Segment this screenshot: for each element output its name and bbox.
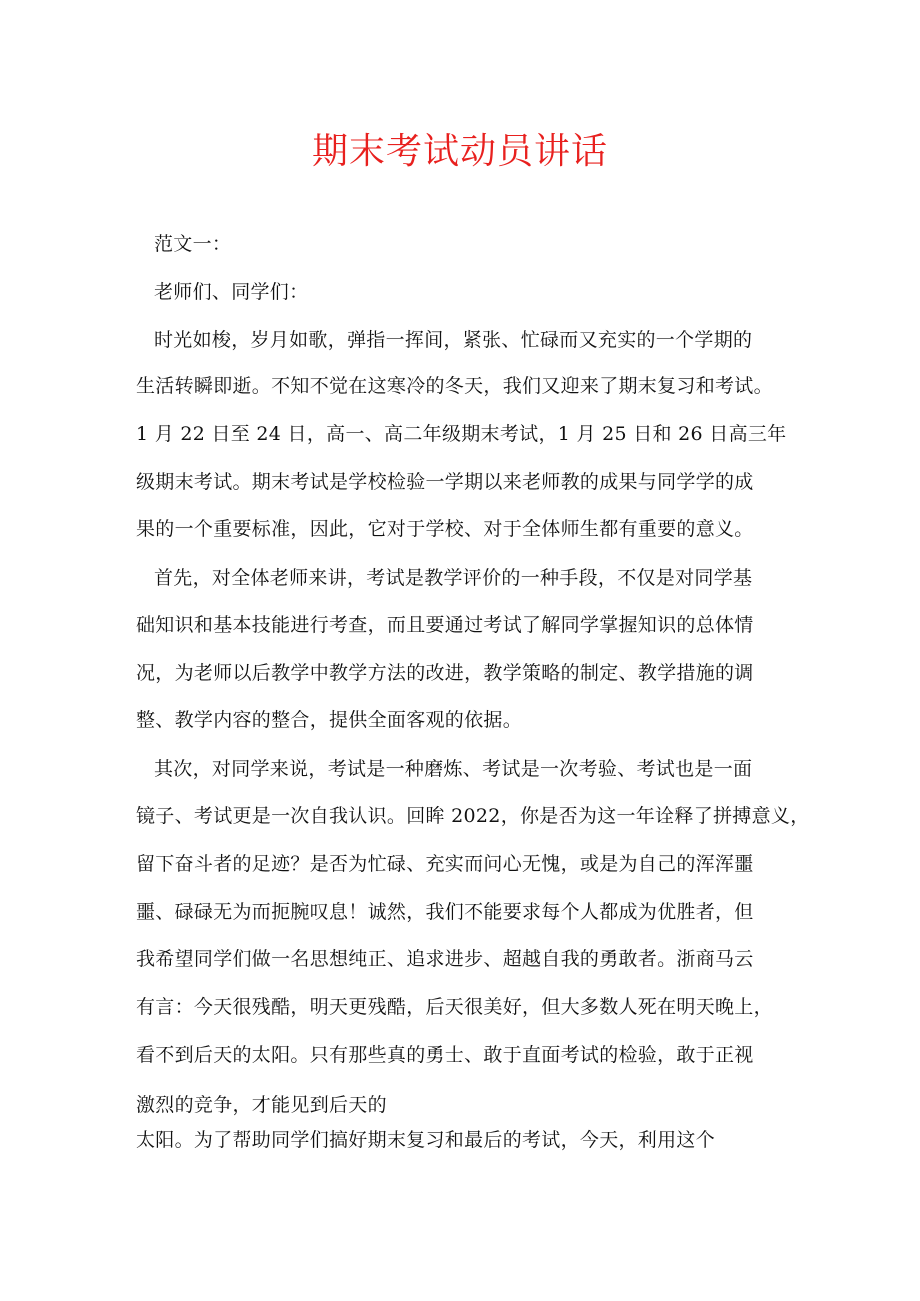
paragraph-2-line-3: 况，为老师以后教学中教学方法的改进，教学策略的制定、教学措施的调: [136, 662, 754, 684]
salutation-greeting: 老师们、同学们：: [154, 281, 309, 303]
paragraph-1-line-4: 级期末考试。期末考试是学校检验一学期以来老师教的成果与同学学的成: [136, 471, 754, 493]
paragraph-3-line-3: 留下奋斗者的足迹？是否为忙碌、充实而问心无愧，或是为自己的浑浑噩: [136, 853, 754, 875]
paragraph-2-line-2: 础知识和基本技能进行考查，而且要通过考试了解同学掌握知识的总体情: [136, 614, 754, 636]
paragraph-3-line-8: 激烈的竞争，才能见到后天的: [136, 1094, 387, 1116]
salutation-sample-label: 范文一：: [154, 233, 232, 255]
paragraph-3-line-4: 噩、碌碌无为而扼腕叹息！诚然，我们不能要求每个人都成为优胜者，但: [136, 901, 754, 923]
paragraph-1-line-5: 果的一个重要标准，因此，它对于学校、对于全体师生都有重要的意义。: [136, 518, 754, 540]
paragraph-3-line-2: 镜子、考试更是一次自我认识。回眸 2022，你是否为这一年诠释了拼搏意义，: [136, 805, 810, 827]
paragraph-1-line-1: 时光如梭，岁月如歌，弹指一挥间，紧张、忙碌而又充实的一个学期的: [154, 329, 753, 351]
paragraph-3-line-6: 有言：今天很残酷，明天更残酷，后天很美好，但大多数人死在明天晚上，: [136, 996, 773, 1018]
paragraph-3-line-9: 太阳。为了帮助同学们搞好期末复习和最后的考试，今天，利用这个: [136, 1129, 716, 1151]
paragraph-1-line-3: 1 月 22 日至 24 日，高一、高二年级期末考试，1 月 25 日和 26 日高三年: [136, 423, 787, 445]
paragraph-3-line-1: 其次，对同学来说，考试是一种磨炼、考试是一次考验、考试也是一面: [154, 758, 753, 780]
paragraph-3-line-7: 看不到后天的太阳。只有那些真的勇士、敢于直面考试的检验，敢于正视: [136, 1044, 754, 1066]
paragraph-1-line-2: 生活转瞬即逝。不知不觉在这寒冷的冬天，我们又迎来了期末复习和考试。: [136, 375, 773, 397]
paragraph-2-line-1: 首先，对全体老师来讲，考试是教学评价的一种手段，不仅是对同学基: [154, 567, 753, 589]
paragraph-3-line-5: 我希望同学们做一名思想纯正、追求进步、超越自我的勇敢者。浙商马云: [136, 948, 754, 970]
document-title: 期末考试动员讲话: [311, 131, 608, 172]
paragraph-2-line-4: 整、教学内容的整合，提供全面客观的依据。: [136, 709, 523, 731]
